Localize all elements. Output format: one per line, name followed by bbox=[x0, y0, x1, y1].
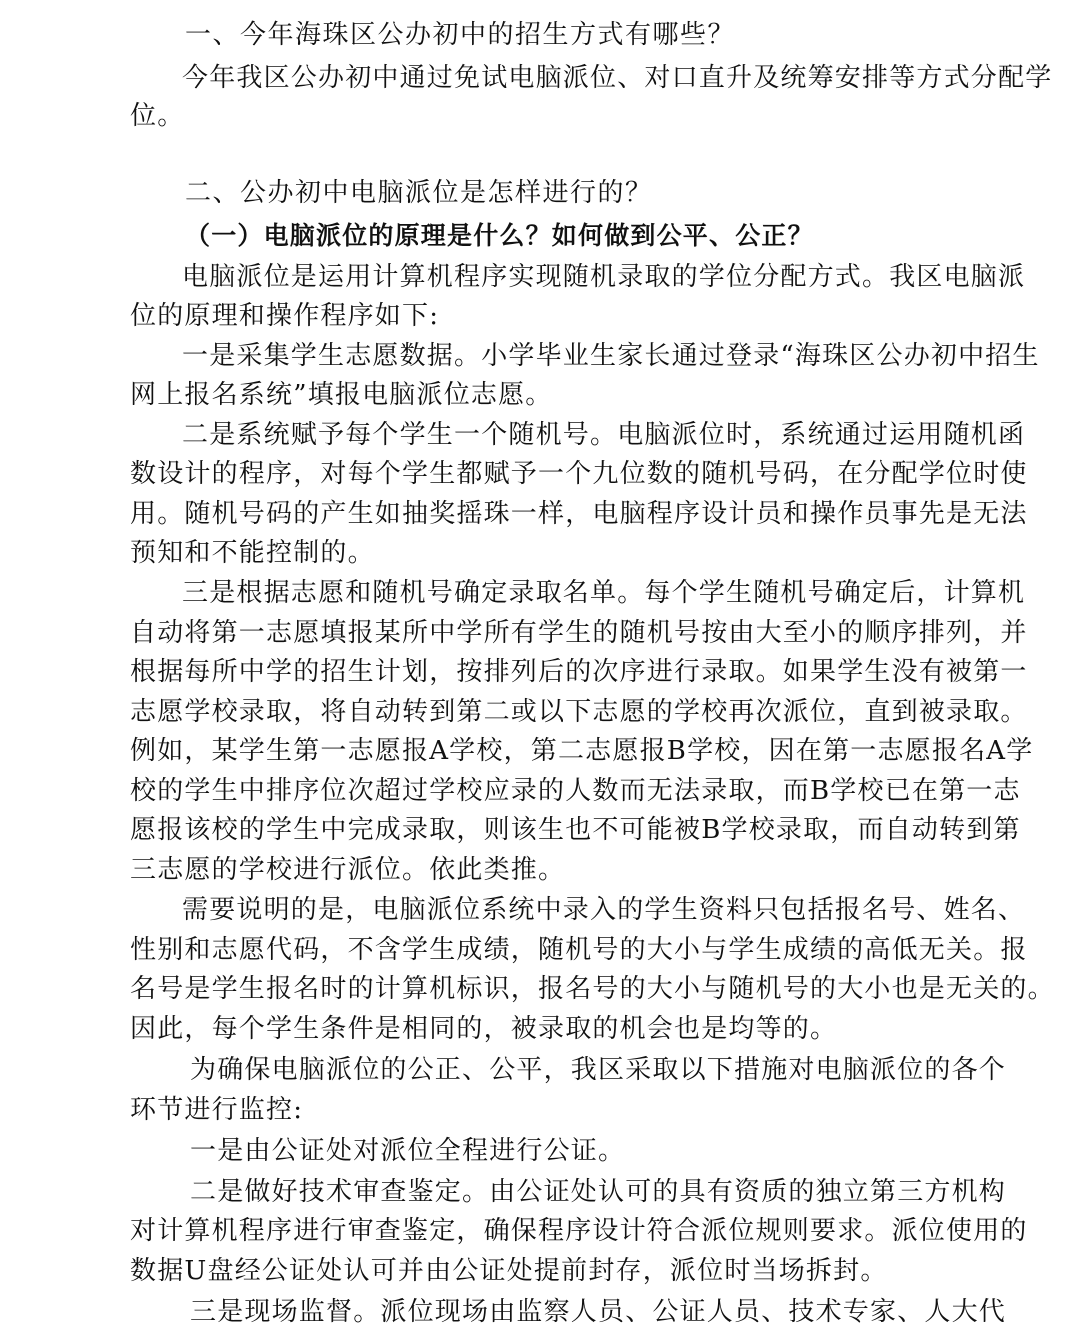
paragraph-line: 志愿学校录取，将自动转到第二或以下志愿的学校再次派位，直到被录取。 bbox=[130, 697, 1028, 727]
subsection-heading: （一）电脑派位的原理是什么？如何做到公平、公正？ bbox=[185, 221, 814, 250]
paragraph-line: 因此，每个学生条件是相同的，被录取的机会也是均等的。 bbox=[130, 1014, 838, 1044]
section-2-heading: 二、公办初中电脑派位是怎样进行的？ bbox=[185, 178, 653, 208]
paragraph-line: 名号是学生报名时的计算机标识，报名号的大小与随机号的大小也是无关的。 bbox=[130, 974, 1055, 1004]
paragraph-line: 环节进行监控: bbox=[130, 1095, 304, 1125]
paragraph-line: 网上报名系统”填报电脑派位志愿。 bbox=[130, 380, 553, 410]
paragraph-line: 三志愿的学校进行派位。依此类推。 bbox=[130, 855, 566, 885]
paragraph-line: 愿报该校的学生中完成录取，则该生也不可能被B学校录取，而自动转到第 bbox=[130, 815, 1021, 845]
paragraph-line: 二是系统赋予每个学生一个随机号。电脑派位时，系统通过运用随机函 bbox=[182, 420, 1026, 450]
paragraph-line: 电脑派位是运用计算机程序实现随机录取的学位分配方式。我区电脑派 bbox=[182, 262, 1026, 292]
paragraph-line: 校的学生中排序位次超过学校应录的人数而无法录取，而B学校已在第一志 bbox=[130, 776, 1021, 806]
paragraph-line: 位的原理和操作程序如下: bbox=[130, 301, 440, 331]
paragraph-line: 今年我区公办初中通过免试电脑派位、对口直升及统筹安排等方式分配学 bbox=[182, 63, 1053, 93]
paragraph-line: 三是根据志愿和随机号确定录取名单。每个学生随机号确定后，计算机 bbox=[182, 578, 1026, 608]
paragraph-line: 自动将第一志愿填报某所中学所有学生的随机号按由大至小的顺序排列，并 bbox=[130, 618, 1028, 648]
section-1-heading: 一、今年海珠区公办初中的招生方式有哪些？ bbox=[185, 20, 736, 50]
paragraph-line: 例如，某学生第一志愿报A学校，第二志愿报B学校，因在第一志愿报名A学 bbox=[130, 736, 1034, 766]
paragraph-line: 性别和志愿代码，不含学生成绩，随机号的大小与学生成绩的高低无关。报 bbox=[130, 935, 1028, 965]
paragraph-line: 位。 bbox=[130, 101, 185, 131]
paragraph-line: 需要说明的是，电脑派位系统中录入的学生资料只包括报名号、姓名、 bbox=[182, 895, 1026, 925]
paragraph-line: 数设计的程序，对每个学生都赋予一个九位数的随机号码，在分配学位时使 bbox=[130, 459, 1028, 489]
paragraph-line: 预知和不能控制的。 bbox=[130, 538, 375, 568]
paragraph-line: 用。随机号码的产生如抽奖摇珠一样，电脑程序设计员和操作员事先是无法 bbox=[130, 499, 1028, 529]
paragraph-line: 一是由公证处对派位全程进行公证。 bbox=[190, 1136, 626, 1166]
paragraph-line: 为确保电脑派位的公正、公平，我区采取以下措施对电脑派位的各个 bbox=[190, 1055, 1007, 1085]
paragraph-line: 二是做好技术审查鉴定。由公证处认可的具有资质的独立第三方机构 bbox=[190, 1177, 1007, 1207]
paragraph-line: 数据U盘经公证处认可并由公证处提前封存，派位时当场拆封。 bbox=[130, 1256, 888, 1286]
paragraph-line: 一是采集学生志愿数据。小学毕业生家长通过登录“海珠区公办初中招生 bbox=[182, 341, 1040, 371]
paragraph-line: 根据每所中学的招生计划，按排列后的次序进行录取。如果学生没有被第一 bbox=[130, 657, 1028, 687]
paragraph-line: 三是现场监督。派位现场由监察人员、公证人员、技术专家、人大代 bbox=[190, 1297, 1007, 1327]
paragraph-line: 对计算机程序进行审查鉴定，确保程序设计符合派位规则要求。派位使用的 bbox=[130, 1216, 1028, 1246]
